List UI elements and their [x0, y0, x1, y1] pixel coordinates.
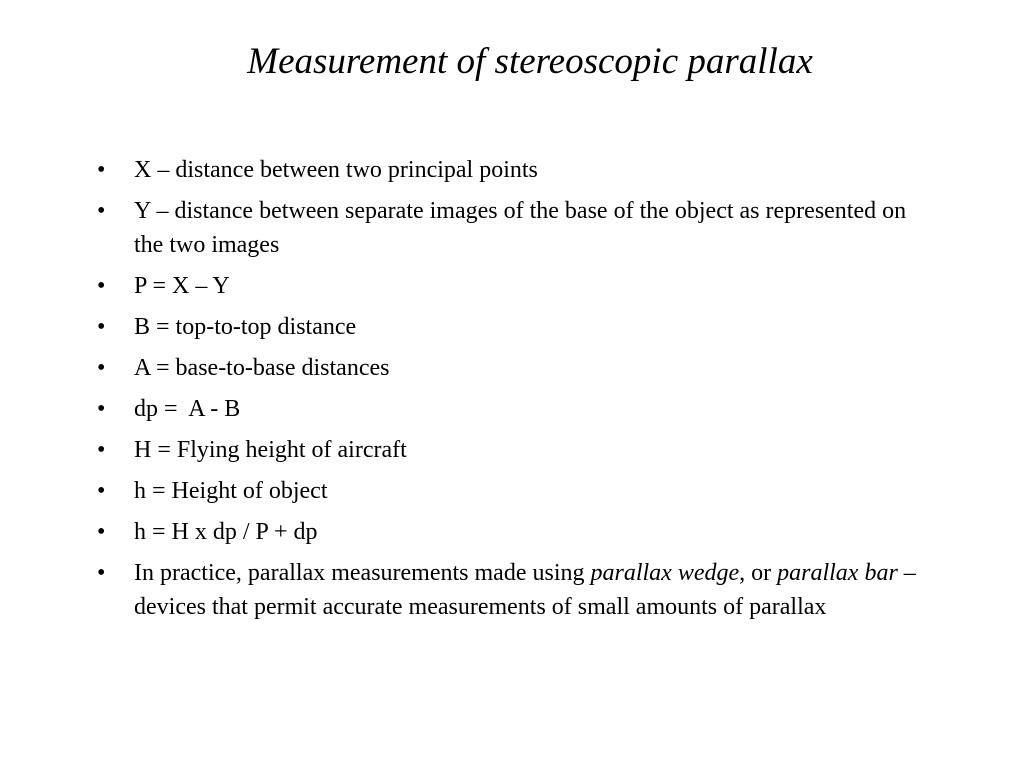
bullet-icon: •	[97, 560, 106, 586]
bullet-text: B = top-to-top distance	[134, 314, 357, 340]
bullet-text: P = X – Y	[134, 273, 230, 299]
bullet-text: dp = A - B	[134, 396, 241, 422]
bullet-text: X – distance between two principal points	[134, 157, 538, 183]
bullet-text-part: – devices that permit accurate measurements of small amounts of parallax	[134, 560, 916, 620]
bullet-text: A = base-to-base distances	[134, 355, 390, 381]
parallax-bar-term: parallax bar	[777, 560, 898, 586]
bullet-icon: •	[97, 519, 106, 545]
slide-title: Measurement of stereoscopic parallax	[247, 41, 813, 82]
bullet-icon: •	[97, 396, 106, 422]
bullet-text: H = Flying height of aircraft	[134, 437, 407, 463]
bullet-item-practice-note	[97, 556, 917, 624]
bullet-item-dp-formula	[97, 392, 917, 426]
bullet-icon: •	[97, 437, 106, 463]
bullet-item-x-definition	[97, 153, 917, 187]
bullet-icon: •	[97, 355, 106, 381]
bullet-text: Y – distance between separate images of the base of the object as represented on the two images	[134, 198, 907, 258]
bullet-item-a-definition	[97, 351, 917, 385]
bullet-item-b-definition	[97, 310, 917, 344]
bullet-icon: •	[97, 314, 106, 340]
bullet-text: h = H x dp / P + dp	[134, 519, 318, 545]
bullet-item-h-flying-height	[97, 433, 917, 467]
bullet-text-part: , or	[739, 560, 778, 586]
bullet-icon: •	[97, 198, 106, 224]
bullet-item-p-formula	[97, 269, 917, 303]
bullet-item-height-formula	[97, 515, 917, 549]
bullet-icon: •	[97, 157, 106, 183]
bullet-icon: •	[97, 273, 106, 299]
bullet-icon: •	[97, 478, 106, 504]
parallax-wedge-term: parallax wedge	[590, 560, 740, 586]
bullet-item-y-definition	[97, 194, 917, 262]
bullet-list	[97, 153, 917, 631]
bullet-item-h-object-height	[97, 474, 917, 508]
bullet-text-part: In practice, parallax measurements made using	[134, 560, 591, 586]
bullet-text: h = Height of object	[134, 478, 328, 504]
